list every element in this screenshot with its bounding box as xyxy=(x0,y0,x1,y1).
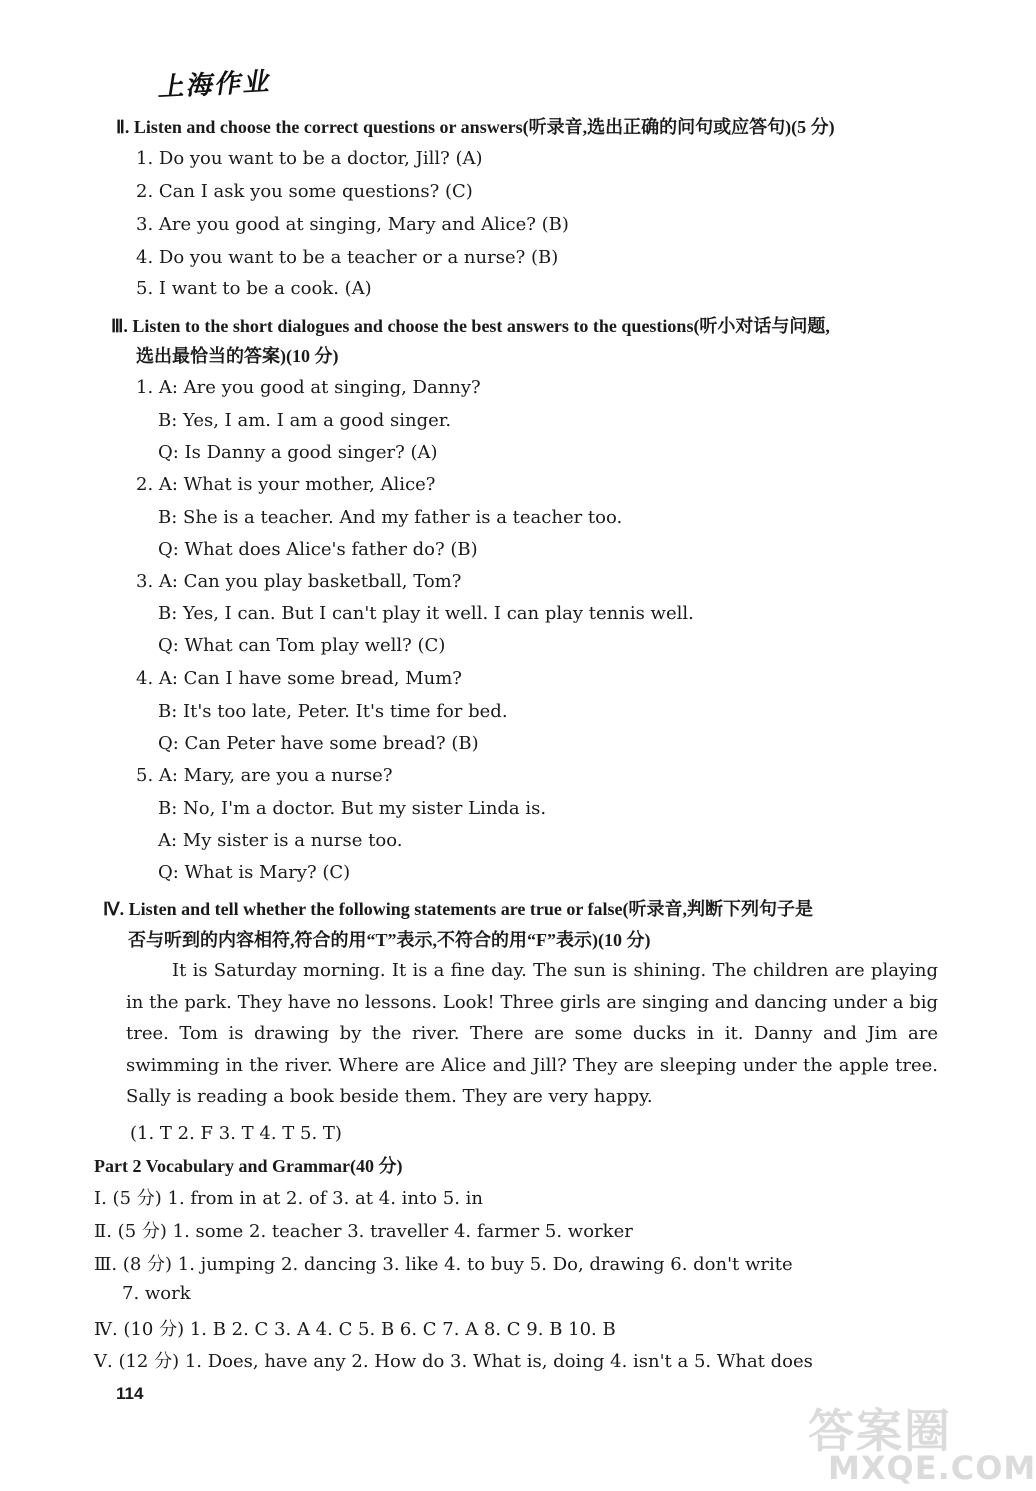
section3-title-line2: 选出最恰当的答案)(10 分) xyxy=(136,346,339,366)
section2-item: 1. Do you want to be a doctor, Jill? (A) xyxy=(136,148,483,169)
section2-item: 3. Are you good at singing, Mary and Alice? (B) xyxy=(136,214,569,235)
passage-text: It is Saturday morning. It is a fine day. The sun is shining. The children are playing in the park. They have no lessons. Look! Three girls are singing and dancing under a big tree. Tom is drawing by the river. There are some ducks in it. Danny and Jim are swimming in the river. Where are Alice and Jill? They are sleeping under the apple tree. Sally is reading a book beside them. They are very happy. xyxy=(126,960,938,1107)
dialogue-line: 1. A: Are you good at singing, Danny? xyxy=(136,377,481,398)
dialogue-line: B: She is a teacher. And my father is a teacher too. xyxy=(158,507,623,528)
dialogue-line: Q: Can Peter have some bread? (B) xyxy=(158,733,479,754)
section2-item: 5. I want to be a cook. (A) xyxy=(136,278,372,299)
dialogue-line: Q: Is Danny a good singer? (A) xyxy=(158,442,438,463)
watermark-logo xyxy=(808,1395,1036,1489)
answer-line: 7. work xyxy=(122,1283,191,1304)
dialogue-line: Q: What does Alice's father do? (B) xyxy=(158,539,478,560)
part2-title: Part 2 Vocabulary and Grammar(40 分) xyxy=(94,1156,403,1176)
listening-passage xyxy=(126,955,938,1113)
section2-item: 4. Do you want to be a teacher or a nurse? (B) xyxy=(136,247,559,268)
dialogue-line: A: My sister is a nurse too. xyxy=(158,830,403,851)
answer-line: Ⅳ. (10 分) 1. B 2. C 3. A 4. C 5. B 6. C 7. A 8. C 9. B 10. B xyxy=(94,1319,616,1340)
page-number: 114 xyxy=(116,1384,144,1403)
dialogue-line: 2. A: What is your mother, Alice? xyxy=(136,474,436,495)
dialogue-line: 4. A: Can I have some bread, Mum? xyxy=(136,668,462,689)
dialogue-line: 3. A: Can you play basketball, Tom? xyxy=(136,571,462,592)
dialogue-line: Q: What is Mary? (C) xyxy=(158,862,351,883)
section4-answers: (1. T 2. F 3. T 4. T 5. T) xyxy=(130,1123,342,1144)
dialogue-line: B: Yes, I can. But I can't play it well. I can play tennis well. xyxy=(158,603,694,624)
dialogue-line: 5. A: Mary, are you a nurse? xyxy=(136,765,393,786)
watermark-url: MXQE.COM xyxy=(828,1449,1036,1487)
dialogue-line: B: Yes, I am. I am a good singer. xyxy=(158,410,452,431)
header-logo: 上海作业 xyxy=(156,67,275,103)
section2-item: 2. Can I ask you some questions? (C) xyxy=(136,181,473,202)
answer-line: Ⅴ. (12 分) 1. Does, have any 2. How do 3. What is, doing 4. isn't a 5. What does xyxy=(94,1351,813,1372)
dialogue-line: Q: What can Tom play well? (C) xyxy=(158,635,446,656)
dialogue-line: B: No, I'm a doctor. But my sister Linda is. xyxy=(158,798,547,819)
section4-title-line2: 否与听到的内容相符,符合的用“T”表示,不符合的用“F”表示)(10 分) xyxy=(128,930,651,950)
section2-title: Ⅱ. Listen and choose the correct questions or answers(听录音,选出正确的问句或应答句)(5 分) xyxy=(116,117,835,137)
section4-title-line1: Ⅳ. Listen and tell whether the following statements are true or false(听录音,判断下列句子是 xyxy=(103,899,814,919)
dialogue-line: B: It's too late, Peter. It's time for bed. xyxy=(158,701,508,722)
answer-line: Ⅲ. (8 分) 1. jumping 2. dancing 3. like 4. to buy 5. Do, drawing 6. don't write xyxy=(94,1254,793,1275)
answer-line: Ⅱ. (5 分) 1. some 2. teacher 3. traveller 4. farmer 5. worker xyxy=(94,1221,633,1242)
section3-title-line1: Ⅲ. Listen to the short dialogues and choose the best answers to the questions(听小对话与问题, xyxy=(111,316,830,336)
answer-line: Ⅰ. (5 分) 1. from in at 2. of 3. at 4. into 5. in xyxy=(94,1188,484,1209)
watermark-cn: 答案圈 xyxy=(808,1404,952,1458)
